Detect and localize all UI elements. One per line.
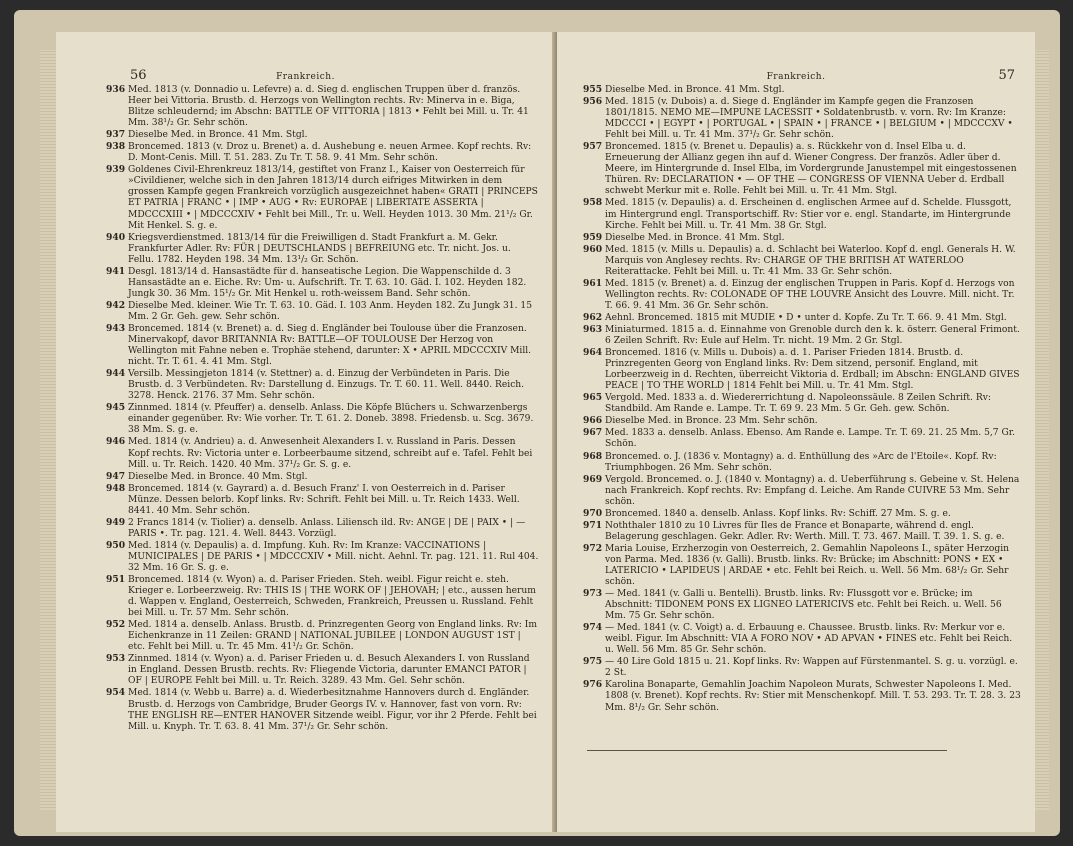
- entry-number: 971: [583, 519, 603, 531]
- entry-text: Broncemed. 1814 (v. Gayrard) a. d. Besuch Franz' I. von Oesterreich in d. Pariser Münze. Dessen belorb. Kopf links. Rv: Schrift. Fehlt bei Mill. u. Tr. Reich 1433. Well. 8441. 40 Mm. Sehr schön.: [128, 483, 520, 516]
- entry-text: Aehnl. Broncemed. 1815 mit MUDIE • D • unter d. Kopfe. Zu Tr. T. 66. 9. 41 Mm. Stgl.: [605, 312, 1007, 323]
- catalog-entry: [106, 574, 539, 619]
- page-edges-left: [40, 50, 56, 810]
- entry-text: Dieselbe Med. in Bronce. 23 Mm. Sehr schön.: [605, 416, 818, 427]
- catalog-entry: [583, 520, 1021, 543]
- entry-text: Vergold. Med. 1833 a. d. Wiedererrichtung d. Napoleonssäule. 8 Zeilen Schrift. Rv: Standbild. Am Rande e. Lampe. Tr. T. 69 9. 23 Mm. 5 Gr. Geh. gew. Schön.: [605, 393, 991, 415]
- catalog-entry: [583, 278, 1021, 312]
- catalog-entry: [106, 368, 539, 402]
- entry-number: 967: [583, 427, 603, 439]
- entry-number: 957: [583, 141, 603, 153]
- entry-number: 936: [106, 84, 126, 95]
- entry-number: 949: [106, 516, 126, 528]
- entry-text: Med. 1833 a. denselb. Anlass. Ebenso. Am Rande e. Lampe. Tr. T. 69. 21. 25 Mm. 5,7 Gr. Schön.: [605, 428, 1016, 450]
- entry-text: — Med. 1841 (v. C. Voigt) a. d. Erbauung e. Chaussee. Brustb. links. Rv: Merkur vor e. weibl. Figur. Im Abschnitt: VIA A FORO NOV • AD APVAN • FINES etc. Fehlt bei Reich. u. Well. 56 Mm. 85 Gr. Sehr schön.: [605, 623, 1013, 656]
- entry-text: Med. 1815 (v. Mills u. Depaulis) a. d. Schlacht bei Waterloo. Kopf d. engl. Generals H. W. Marquis von Anglesey rechts. Rv: CHARGE OF THE BRITISH AT WATERLOO Reiterattacke. Fehlt bei Mill. u. Tr. 41 Mm. 33 Gr. Sehr schön.: [605, 244, 1016, 277]
- entry-number: 947: [106, 470, 126, 482]
- entry-text: Kriegsverdienstmed. 1813/14 für die Freiwilligen d. Stadt Frankfurt a. M. Gekr. Frankfurter Adler. Rv: FÜR | DEUTSCHLANDS | BEFREIUNG etc. Tr. nicht. Jos. u. Fellu. 1782. Heyden 198. 34 Mm. 13¹/₂ Gr. Schön.: [128, 232, 511, 265]
- catalog-entry: [583, 656, 1021, 679]
- catalog-entry: [583, 508, 1021, 520]
- entry-number: 964: [583, 347, 603, 359]
- catalog-entry: [583, 312, 1021, 324]
- entry-text: Broncemed. 1815 (v. Brenet u. Depaulis) a. s. Rückkehr von d. Insel Elba u. d. Erneuerung der Allianz gegen ihn auf d. Wiener Congress. Der französ. Adler über d. Meere, im Hintergrunde d. Insel Elba, im Vordergrunde Janustempel mit eingestossenen Thüren. Rv: DECLARATION • — OF THE — CONGRESS OF VIENNA Ueber d. Erdball schwebt Merkur mit e. Rolle. Fehlt bei Mill. u. Tr. 41 Mm. Stgl.: [605, 142, 1017, 197]
- catalog-entry: [106, 141, 539, 164]
- entry-number: 968: [583, 450, 603, 462]
- entry-number: 969: [583, 473, 603, 485]
- entry-text: Med. 1814 (v. Depaulis) a. d. Impfung. Kuh. Rv: Im Kranze: VACCINATIONS | MUNICIPALES | DE PARIS • | MDCCCXIV • Mill. nicht. Aehnl. Tr. pag. 121. 11. Rul 404. 32 Mm. 16 Gr. S. g. e.: [128, 540, 539, 573]
- entry-text: Dieselbe Med. in Bronce. 41 Mm. Stgl.: [605, 85, 785, 95]
- entry-text: Vergold. Broncemed. o. J. (1840 v. Montagny) a. d. Ueberführung s. Gebeine v. St. Helena nach Frankreich. Kopf rechts. Rv: Empfang d. Leiche. Am Rande CUIVRE 53 Mm. Sehr schön.: [605, 474, 1020, 507]
- entry-text: Karolina Bonaparte, Gemahlin Joachim Napoleon Murats, Schwester Napoleons I. Med. 1808 (v. Brenet). Kopf rechts. Rv: Stier mit Menschenkopf. Mill. T. 53. 293. Tr. T. 28. 3. 23 Mm. 8¹/₂ Gr. Sehr schön.: [605, 680, 1021, 713]
- entry-text: — 40 Lire Gold 1815 u. 21. Kopf links. Rv: Wappen auf Fürstenmantel. S. g. u. vorzügl. e. 2 St.: [605, 657, 1018, 679]
- catalog-entry: [583, 679, 1021, 713]
- catalog-entry: [583, 415, 1021, 427]
- catalog-entry: [106, 517, 539, 540]
- entry-text: Versilb. Messingjeton 1814 (v. Stettner) a. d. Einzug der Verbündeten in Paris. Die Brustb. d. 3 Verbündeten. Rv: Darstellung d. Einzugs. Tr. T. 60. 11. Well. 8440. Reich. 3278. Henck. 2176. 37 Mm. Sehr schön.: [128, 369, 525, 402]
- entry-number: 940: [106, 231, 126, 243]
- entry-text: 2 Francs 1814 (v. Tiolier) a. denselb. Anlass. Liliensch ild. Rv: ANGE | DE | PAIX • | — PARIS •. Tr. pag. 121. 4. Well. 8443. Vorzügl.: [128, 517, 526, 539]
- entry-number: 954: [106, 687, 126, 699]
- entry-text: Dieselbe Med. in Bronce. 41 Mm. Stgl.: [605, 232, 785, 243]
- catalog-entry: [583, 244, 1021, 278]
- catalog-entry: [106, 266, 539, 300]
- entry-number: 944: [106, 368, 126, 380]
- entry-number: 976: [583, 679, 603, 691]
- catalog-entry: [583, 474, 1021, 508]
- page-number: 57: [998, 68, 1015, 83]
- catalog-entry: [106, 471, 539, 483]
- entry-text: Broncemed. 1814 (v. Wyon) a. d. Pariser Frieden. Steh. weibl. Figur reicht e. steh. Krieger e. Lorbeerzweig. Rv: THIS IS | THE WORK OF | JEHOVAH; | etc., aussen herum d. Wappen v. England, Oesterreich, Schweden, Frankreich, Preussen u. Russland. Fehlt bei Mill. u. Tr. 57 Mm. Sehr schön.: [128, 575, 536, 619]
- catalog-entry: [583, 96, 1021, 141]
- entry-text: Med. 1815 (v. Brenet) a. d. Einzug der englischen Truppen in Paris. Kopf d. Herzogs von Wellington rechts. Rv: COLONADE OF THE LOUVRE Ansicht des Louvre. Mill. nicht. Tr. T. 66. 9. 41 Mm. 36 Gr. Sehr schön.: [605, 278, 1015, 311]
- page-number: 56: [130, 68, 147, 83]
- entry-text: Miniaturmed. 1815 a. d. Einnahme von Grenoble durch den k. k. österr. General Frimont. 6 Zeilen Schrift. Rv: Eule auf Helm. Tr. nicht. 19 Mm. 2 Gr. Stgl.: [605, 324, 1020, 347]
- entry-number: 970: [583, 507, 603, 519]
- running-head: Frankreich.: [766, 72, 826, 82]
- entry-number: 972: [583, 542, 603, 554]
- left-page: [56, 32, 556, 832]
- catalog-entry: [583, 232, 1021, 244]
- entry-number: 948: [106, 482, 126, 494]
- entry-number: 950: [106, 539, 126, 551]
- entry-text: Zinnmed. 1814 (v. Wyon) a. d. Pariser Frieden u. d. Besuch Alexanders I. von Russland in England. Dessen Brustb. rechts. Rv: Fliegende Victoria, darunter EMANCI PATOR | OF | EUROPE Fehlt bei Mill. u. Tr. Reich. 3289. 43 Mm. Gel. Sehr schön.: [128, 654, 530, 687]
- entry-number: 965: [583, 392, 603, 404]
- page-edges-right: [1035, 50, 1049, 810]
- entry-text: Med. 1814 a. denselb. Anlass. Brustb. d. Prinzregenten Georg von England links. Rv: Im Eichenkranze in 11 Zeilen: GRAND | NATIONAL JUBILEE | LONDON AUGUST 1ST | etc. Fehlt bei Mill. u. Tr. 45 Mm. 41¹/₂ Gr. Schön.: [128, 620, 537, 653]
- catalog-entry: [583, 451, 1021, 474]
- catalog-entry: [106, 653, 539, 687]
- catalog-entry: [106, 687, 539, 732]
- entry-number: 941: [106, 265, 126, 277]
- entry-number: 946: [106, 436, 126, 448]
- entry-text: Med. 1814 (v. Andrieu) a. d. Anwesenheit Alexanders I. v. Russland in Paris. Dessen Kopf rechts. Rv: Victoria unter e. Lorbeerbaume sitzend, schreibt auf e. Tafel. Fehlt bei Mill. u. Tr. Reich. 1420. 40 Mm. 37¹/₂ Gr. S. g. e.: [128, 437, 533, 470]
- catalog-entry: [106, 619, 539, 653]
- catalog-entry: [106, 323, 539, 368]
- entry-number: 955: [583, 84, 603, 95]
- entry-number: 974: [583, 622, 603, 634]
- catalog-entry: [583, 622, 1021, 656]
- entry-number: 945: [106, 402, 126, 414]
- entry-text: Broncemed. 1814 (v. Brenet) a. d. Sieg d. Engländer bei Toulouse über die Franzosen. Minervakopf, davor BRITANNIA Rv: BATTLE—OF TOULOUSE Der Herzog von Wellington mit Fahne neben e. Trophäe stehend, darunter: X • APRIL MDCCCXIV Mill. nicht. Tr. T. 61. 4. 41 Mm. Stgl.: [128, 323, 532, 368]
- catalog-entry: [106, 436, 539, 470]
- catalog-entry: [583, 324, 1021, 347]
- entry-text: Maria Louise, Erzherzogin von Oesterreich, 2. Gemahlin Napoleons I., später Herzogin von Parma. Med. 1836 (v. Galli). Brustb. links. Rv: Brücke; im Abschnitt: PONS • EX • LATERICIO • LAPIDEUS | ARDAE • etc. Fehlt bei Reich. u. Well. 56 Mm. 68¹/₂ Gr. Sehr schön.: [605, 543, 1010, 588]
- catalog-entry: [583, 347, 1021, 392]
- catalog-entry: [106, 402, 539, 436]
- catalog-entry: [106, 483, 539, 517]
- entry-text: Med. 1814 (v. Webb u. Barre) a. d. Wiederbesitznahme Hannovers durch d. Engländer. Brustb. d. Herzogs von Cambridge, Bruder Georgs IV. v. Hannover, fast von vorn. Rv: THE ENGLISH RE—ENTER HANOVER Sitzende weibl. Figur, vor ihr 2 Pferde. Fehlt bei Mill. u. Knyph. Tr. T. 63. 8. 41 Mm. 37¹/₂ Gr. Sehr schön.: [128, 688, 537, 732]
- entry-number: 975: [583, 656, 603, 668]
- catalog-entry: [106, 84, 539, 129]
- entry-text: Desgl. 1813/14 d. Hansastädte für d. hanseatische Legion. Die Wappenschilde d. 3 Hansastädte an e. Eiche. Rv: Um- u. Aufschrift. Tr. T. 63. 10. Gäd. I. 102. Heyden 182. Jungk 30. 36 Mm. 15¹/₂ Gr. Mit Henkel u. roth-weissem Band. Sehr schön.: [128, 266, 527, 299]
- catalog-entry: [106, 540, 539, 574]
- catalog-entry: [583, 392, 1021, 415]
- entry-number: 958: [583, 197, 603, 209]
- entry-number: 953: [106, 653, 126, 665]
- entry-number: 952: [106, 619, 126, 631]
- catalog-entry: [583, 588, 1021, 622]
- entry-text: Broncemed. 1840 a. denselb. Anlass. Kopf links. Rv: Schiff. 27 Mm. S. g. e.: [605, 508, 951, 519]
- entry-list: [106, 84, 539, 733]
- entry-number: 939: [106, 164, 126, 176]
- entry-number: 937: [106, 129, 126, 141]
- running-head: Frankreich.: [276, 72, 335, 82]
- entry-number: 961: [583, 277, 603, 289]
- entry-text: Broncemed. 1816 (v. Mills u. Dubois) a. d. 1. Pariser Frieden 1814. Brustb. d. Prinzregenten Georg von England links. Rv: Dem sitzend, personif. England, mit Lorbeerzweig in d. Rechten, überreicht Viktoria d. Erdball; im Abschn: ENGLAND GIVES PEACE | TO THE WORLD | 1814 Fehlt bei Mill. u. Tr. 41 Mm. Stgl.: [605, 348, 1020, 392]
- entry-number: 942: [106, 299, 126, 311]
- entry-number: 956: [583, 96, 603, 108]
- entry-text: Broncemed. o. J. (1836 v. Montagny) a. d. Enthüllung des »Arc de l'Etoile«. Kopf. Rv: Triumphbogen. 26 Mm. Sehr schön.: [605, 451, 997, 473]
- entry-number: 951: [106, 574, 126, 586]
- catalog-entry: [583, 141, 1021, 197]
- catalog-entry: [583, 427, 1021, 450]
- entry-text: Med. 1815 (v. Dubois) a. d. Siege d. Engländer im Kampfe gegen die Franzosen 1801/1815. NEMO ME—IMPUNE LACESSIT • Soldatenbrustb. v. vorn. Rv: Im Kranze: MDCCCI • | EGYPT • | PORTUGAL • | SPAIN • | FRANCE • | BELGIUM • | MDCCCXV • Fehlt bei Mill. u. Tr. 41 Mm. 37¹/₂ Gr. Sehr schön.: [605, 97, 1013, 141]
- open-book: [14, 10, 1060, 836]
- entry-number: 966: [583, 415, 603, 427]
- entry-text: Broncemed. 1813 (v. Droz u. Brenet) a. d. Aushebung e. neuen Armee. Kopf rechts. Rv: D. Mont-Cenis. Mill. T. 51. 283. Zu Tr. T. 58. 9. 41 Mm. Sehr schön.: [128, 142, 532, 164]
- entry-text: Noththaler 1810 zu 10 Livres für Iles de France et Bonaparte, während d. engl. Belagerung geschlagen. Gekr. Adler. Rv: Werth. Mill. T. 73. 467. Maill. T. 39. 1. S. g. e.: [605, 520, 1005, 542]
- entry-number: 963: [583, 323, 603, 335]
- catalog-entry: [583, 543, 1021, 588]
- entry-number: 938: [106, 141, 126, 153]
- catalog-entry: [106, 232, 539, 266]
- catalog-entry: [583, 84, 1021, 96]
- entry-text: Goldenes Civil-Ehrenkreuz 1813/14, gestiftet von Franz I., Kaiser von Oesterreich für »Civildiener, welche sich in den Jahren 1813/14 durch eifriges Mitwirken in dem grossen Kampfe gegen Frankreich vorzüglich ausgezeichnet haben« GRATI | PRINCEPS ET PATRIA | FRANC • | IMP • AUG • Rv: EUROPAE | LIBERTATE ASSERTA | MDCCCXIII • | MDCCCXIV • Fehlt bei Mill., Tr. u. Well. Heyden 1013. 30 Mm. 21¹/₂ Gr. Mit Henkel. S. g. e.: [128, 165, 538, 231]
- right-page: [557, 32, 1035, 832]
- entry-text: Dieselbe Med. in Bronce. 41 Mm. Stgl.: [128, 130, 308, 141]
- entry-number: 959: [583, 231, 603, 243]
- entry-text: Dieselbe Med. kleiner. Wie Tr. T. 63. 10. Gäd. I. 103 Anm. Heyden 182. Zu Jungk 31. 15 Mm. 2 Gr. Geh. gew. Sehr schön.: [128, 300, 533, 322]
- end-rule: [587, 750, 947, 751]
- catalog-entry: [106, 164, 539, 231]
- entry-number: 960: [583, 243, 603, 255]
- entry-text: Dieselbe Med. in Bronce. 40 Mm. Stgl.: [128, 471, 308, 482]
- entry-text: Zinnmed. 1814 (v. Pfeuffer) a. denselb. Anlass. Die Köpfe Blüchers u. Schwarzenbergs einander gegenüber. Rv: Wie vorher. Tr. T. 61. 2. Doneb. 3898. Friedensb. u. Scg. 3679. 38 Mm. S. g. e.: [128, 403, 534, 436]
- entry-text: — Med. 1841 (v. Galli u. Bentelli). Brustb. links. Rv: Flussgott vor e. Brücke; im Abschnitt: TIDONEM PONS EX LIGNEO LATERICIVS etc. Fehlt bei Reich. u. Well. 56 Mm. 75 Gr. Sehr schön.: [605, 589, 1002, 622]
- entry-number: 962: [583, 311, 603, 323]
- entry-text: Med. 1813 (v. Donnadio u. Lefevre) a. d. Sieg d. englischen Truppen über d. französ. Heer bei Vittoria. Brustb. d. Herzogs von Wellington rechts. Rv: Minerva in e. Biga, Blitze schleudernd; im Abschn: BATTLE OF VITTORIA | 1813 • Fehlt bei Mill. u. Tr. 41 Mm. 38¹/₂ Gr. Sehr schön.: [128, 85, 529, 129]
- entry-text: Med. 1815 (v. Depaulis) a. d. Erscheinen d. englischen Armee auf d. Schelde. Flussgott, im Hintergrund engl. Transportschiff. Rv: Stier vor e. engl. Standarte, im Hintergrunde Kirche. Fehlt bei Mill. u. Tr. 41 Mm. 38 Gr. Stgl.: [605, 198, 1012, 231]
- catalog-entry: [583, 197, 1021, 231]
- catalog-entry: [106, 300, 539, 323]
- entry-list: [583, 84, 1021, 714]
- entry-number: 943: [106, 322, 126, 334]
- entry-number: 973: [583, 588, 603, 600]
- catalog-entry: [106, 129, 539, 141]
